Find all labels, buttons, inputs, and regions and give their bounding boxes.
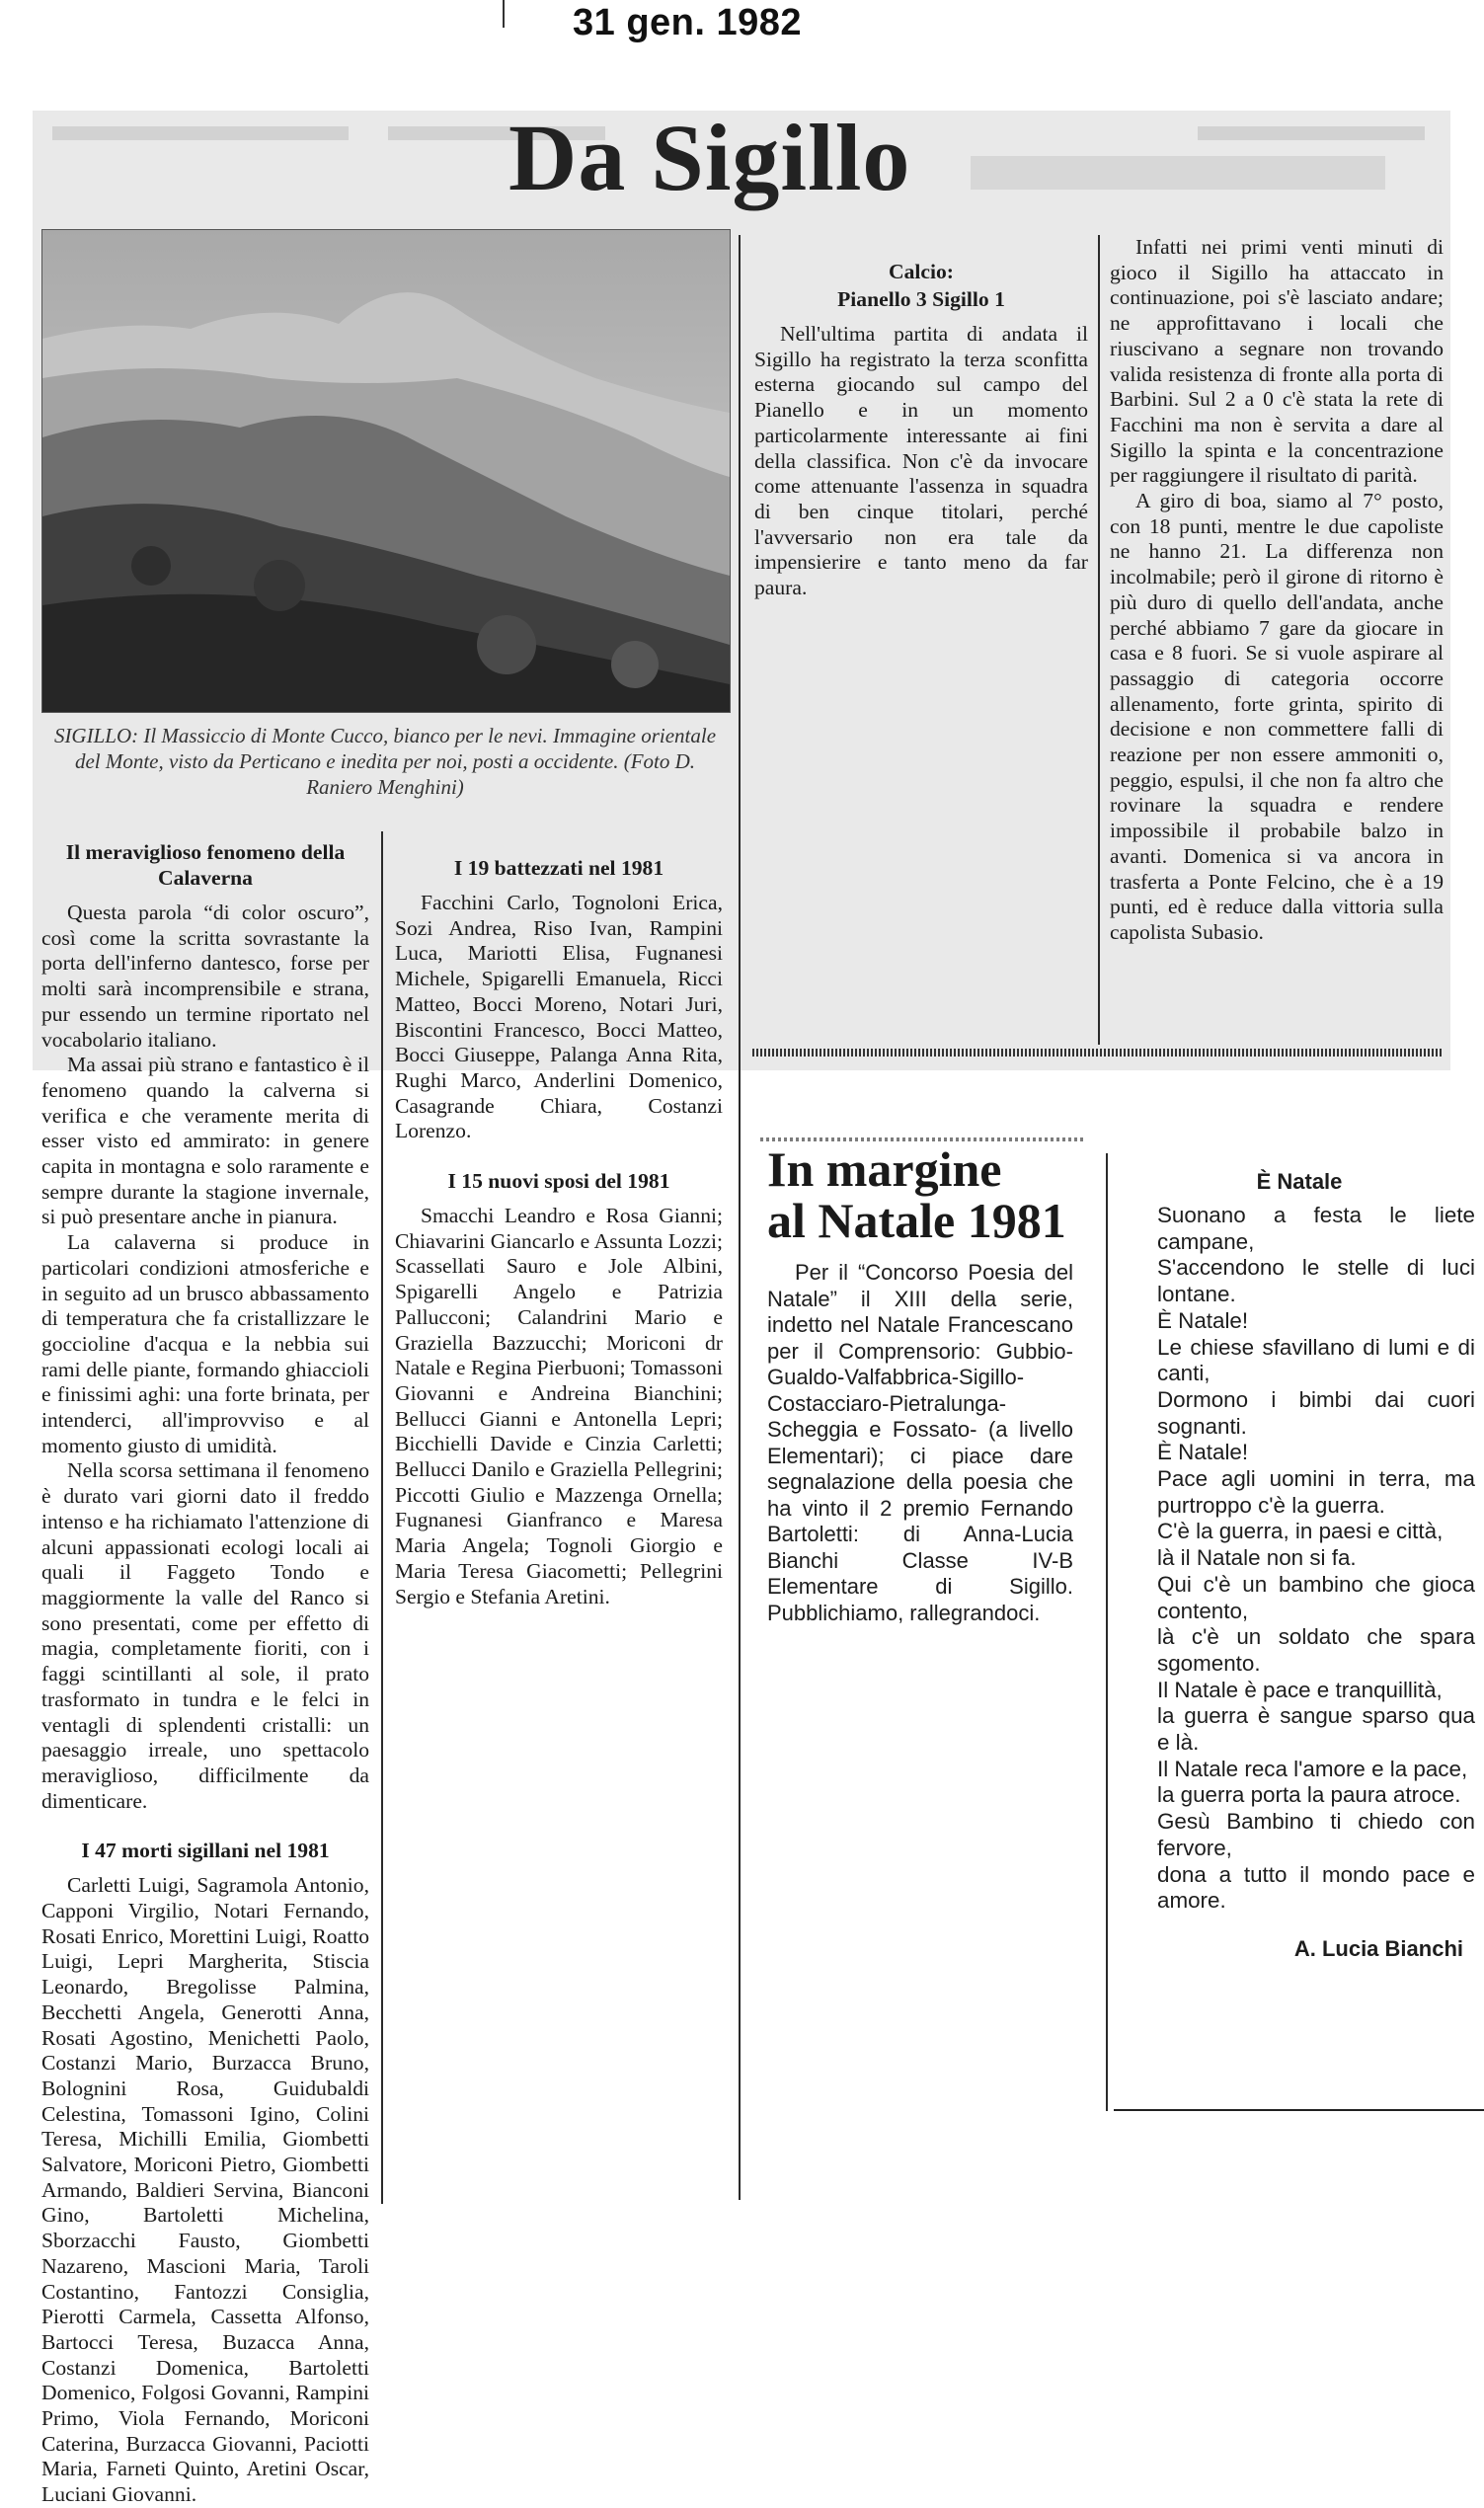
column-4 bbox=[1110, 235, 1444, 946]
calcio-heading: Calcio: bbox=[889, 260, 954, 283]
poem-line: là c'è un soldato che spara sgomento. bbox=[1157, 1624, 1475, 1676]
poem-line: È Natale! bbox=[1157, 1307, 1249, 1333]
morti-text: Carletti Luigi, Sagramola Antonio, Capponi Virgilio, Notari Fernando, Rosati Enrico, Morettini Luigi, Roatto Luigi, Lepri Margherita, Stiscia Leonardo, Bregolisse Palmina, Becchetti Angela, Generotti Anna, Rosati Agostino, Menichetti Paolo, Costanzi Mario, Burzacca Bruno, Bolognini Rosa, Guidubaldi Celestina, Tomassoni Igino, Colini Teresa, Michilli Emilia, Giombetti Salvatore, Moriconi Pietro, Giombetti Armando, Baldieri Servina, Bianconi Gino, Bartoletti Michelina, Sborzacchi Fausto, Giombetti Nazareno, Mascioni Maria, Taroli Costantino, Fantozzi Consiglia, Pierotti Carmela, Cassetta Alfonso, Bartocci Teresa, Buzacca Anna, Costanzi Domenica, Bartoletti Domenico, Folgosi Govanni, Rampini Primo, Viola Fernando, Moriconi Caterina, Burzacca Giovanni, Paciotti Maria, Farneti Quinto, Aretini Oscar, Luciani Giovanni. bbox=[41, 1873, 369, 2507]
landscape-photo bbox=[41, 229, 731, 713]
poem-line: là il Natale non si fa. bbox=[1157, 1545, 1357, 1571]
sposi-heading: I 15 nuovi sposi del 1981 bbox=[447, 1169, 670, 1194]
poem-line: dona a tutto il mondo pace e amore. bbox=[1157, 1861, 1475, 1914]
date-rule bbox=[503, 0, 505, 28]
poem-line: Il Natale è pace e tranquillità, bbox=[1157, 1677, 1443, 1702]
poem-line: Il Natale reca l'amore e la pace, bbox=[1157, 1756, 1468, 1781]
margin-article bbox=[755, 1143, 1091, 1626]
column-2 bbox=[395, 831, 723, 1609]
column-divider bbox=[1106, 1153, 1108, 2111]
calcio-paragraph: Infatti nei primi venti minuti di gioco il Sigillo ha attaccato in continuazione, poi s'è lasciato andare; ne approfittavano i locali che riuscivano a segnare non trovando valida resistenza di fronte alla porta di Barbini. Sul 2 a 0 c'è stata la rete di Facchini ma non è servita a dare al Sigillo la spinta e la concentrazione per raggiungere il risultato di parità. bbox=[1110, 235, 1444, 488]
morti-heading: I 47 morti sigillani nel 1981 bbox=[81, 1839, 330, 1863]
poem-line: Pace agli uomini in terra, ma purtroppo c'è la guerra. bbox=[1157, 1466, 1475, 1518]
sposi-text: Smacchi Leandro e Rosa Gianni; Chiavarini Giancarlo e Assunta Lozzi; Scassellati Sauro e Jole Albini, Spigarelli Angelo e Patrizia Pallucconi; Calandrini Mario e Graziella Bazzucchi; Moriconi dr Natale e Regina Pierbuoni; Tomassoni Giovanni e Andreina Bianchini; Bellucci Gianni e Antonella Lepri; Bicchielli Davide e Cinzia Carletti; Bellucci Danilo e Graziella Pellegrini; Piccotti Giulio e Mazzenga Ornella; Fugnanesi Gianfranco e Maresa Maria Angela; Tognoli Giorgio e Maria Teresa Giacometti; Pellegrini Sergio e Stefania Aretini. bbox=[395, 1204, 723, 1608]
calaverna-heading: Il meraviglioso fenomeno della Calaverna bbox=[65, 840, 346, 890]
margin-title-line: In margine bbox=[767, 1141, 1002, 1197]
poem-body bbox=[1132, 1203, 1475, 1915]
column-divider bbox=[381, 831, 383, 2204]
poem-line: È Natale! bbox=[1157, 1440, 1249, 1465]
poem-line: Dormono i bimbi dai cuori sognanti. bbox=[1157, 1386, 1475, 1439]
poem-line: Suonano a festa le liete campane, bbox=[1157, 1203, 1475, 1254]
column-3 bbox=[754, 235, 1088, 601]
calaverna-paragraph: Ma assai più strano e fantastico è il fenomeno quando la calverna si verifica e che veramente merita di esser visto ed ammirato: in genere capita in montagna e solo raramente e sempre durante la stagione invernale, si può presentare anche in pianura. bbox=[41, 1053, 369, 1229]
calcio-paragraph: A giro di boa, siamo al 7° posto, con 18 punti, mentre le due capoliste ne hanno 21. La differenza non incolmabile; però il girone di ritorno è più duro di quello dell'andata, anche perché abbiamo 7 gare da giocare in casa e 8 fuori. Se si vuole aspirare al passaggio di categoria occorre allenamento, forte grinta, spirito di decisione e non commettere falli di reazione per non essere ammoniti o, peggio, espulsi, il che non fa altro che rovinare la squadra e rendere impossibile il probabile balzo in avanti. Domenica si va ancora in trasferta a Ponte Felcino, che è a 19 punti, ed è reduce dalla vittoria sulla capolista Subasio. bbox=[1110, 489, 1444, 944]
calcio-paragraph: Nell'ultima partita di andata il Sigillo ha registrato la terza sconfitta esterna giocando sul campo del Pianello e in un momento particolarmente interessante ai fini della classifica. Non c'è da invocare come attenuante l'assenza in squadra di ben cinque titolari, perché l'avversario non era tale da impensierire e tanto meno da far paura. bbox=[754, 322, 1088, 600]
column-divider bbox=[739, 235, 741, 2200]
battezzati-text: Facchini Carlo, Tognoloni Erica, Sozi Andrea, Riso Ivan, Rampini Luca, Mariotti Elisa, Fugnanesi Michele, Spigarelli Emanuela, Ricci Matteo, Bocci Moreno, Notari Juri, Biscontini Francesco, Bocci Matteo, Bocci Giuseppe, Palanga Anna Rita, Rughi Marco, Anderlini Domenico, Casagrande Chiara, Costanzi Lorenzo. bbox=[395, 891, 723, 1143]
clipping-date: 31 gen. 1982 bbox=[573, 2, 803, 43]
calcio-score: Pianello 3 Sigillo 1 bbox=[837, 287, 1005, 311]
poem-line: Gesù Bambino ti chiedo con fervore, bbox=[1157, 1809, 1475, 1860]
calaverna-paragraph: Questa parola “di color oscuro”, così come la scritta sovrastante la porta dell'inferno dantesco, forse per molti sarà incomprensibile e strana, pur essendo un termine riportato nel vocabolario italiano. bbox=[41, 901, 369, 1052]
poem-author: A. Lucia Bianchi bbox=[1293, 1935, 1463, 1961]
poem-line: Le chiese sfavillano di lumi e di canti, bbox=[1157, 1334, 1475, 1386]
column-1 bbox=[41, 831, 369, 2508]
poem-line: Qui c'è un bambino che gioca contento, bbox=[1157, 1571, 1475, 1623]
calaverna-paragraph: Nella scorsa settimana il fenomeno è durato vari giorni dato il freddo intenso e ha richiamato l'attenzione di alcuni appassionati ecologi locali ai quali il Faggeto Tondo e maggiormente la valle del Ranco si sono presentati, come per effetto di magia, completamente fioriti, con i faggi scintillanti al sole, il prato trasformato in tundra e le felci in ventagli di splendenti cristalli: un paesaggio irreale, uno spettacolo meraviglioso, difficilmente da dimenticare. bbox=[41, 1458, 369, 1813]
calaverna-paragraph: La calaverna si produce in particolari condizioni atmosferiche e in seguito ad un brusco abbassamento di temperatura che fa cristallizzare le goccioline d'acqua e la nebbia sui rami delle piante, formando ghiaccioli e finissimi aghi: una forte brinata, per intenderci, all'improvviso e al momento giusto di umidità. bbox=[41, 1230, 369, 1457]
section-separator bbox=[752, 1049, 1444, 1057]
battezzati-heading: I 19 battezzati nel 1981 bbox=[453, 856, 664, 880]
poem-title: È Natale bbox=[1256, 1169, 1343, 1194]
margin-title bbox=[767, 1143, 1091, 1246]
margin-text: Per il “Concorso Poesia del Natale” il XIII della serie, indetto nel Natale Francescano per il Comprensorio: Gubbio-Gualdo-Valfabbrica-Sigillo-Costacciaro-Pietralunga-Scheggia e Fossato- (a livello Elementari); ci piace dare segnalazione della poesia che ha vinto il 2 premio Fernando Bartoletti: di Anna-Lucia Bianchi Classe IV-B Elementare di Sigillo. Pubblichiamo, rallegrandoci. bbox=[767, 1260, 1073, 1625]
photo-caption: SIGILLO: Il Massiccio di Monte Cucco, bianco per le nevi. Immagine orientale del Monte, visto da Perticano e inedita per noi, posti a occidente. (Foto D. Raniero Menghini) bbox=[53, 724, 717, 800]
poem-line: la guerra è sangue sparso qua e là. bbox=[1157, 1703, 1475, 1756]
poem-bottom-rule bbox=[1114, 2109, 1484, 2111]
margin-title-line: al Natale 1981 bbox=[767, 1193, 1066, 1248]
column-divider bbox=[1098, 235, 1100, 1045]
poem-line: la guerra porta la paura atroce. bbox=[1157, 1782, 1461, 1808]
poem-line: S'accendono le stelle di luci lontane. bbox=[1157, 1255, 1475, 1307]
poem-line: C'è la guerra, in paesi e città, bbox=[1157, 1519, 1444, 1544]
masthead-title: Da Sigillo bbox=[508, 105, 911, 210]
poem-box bbox=[1114, 1153, 1484, 2111]
